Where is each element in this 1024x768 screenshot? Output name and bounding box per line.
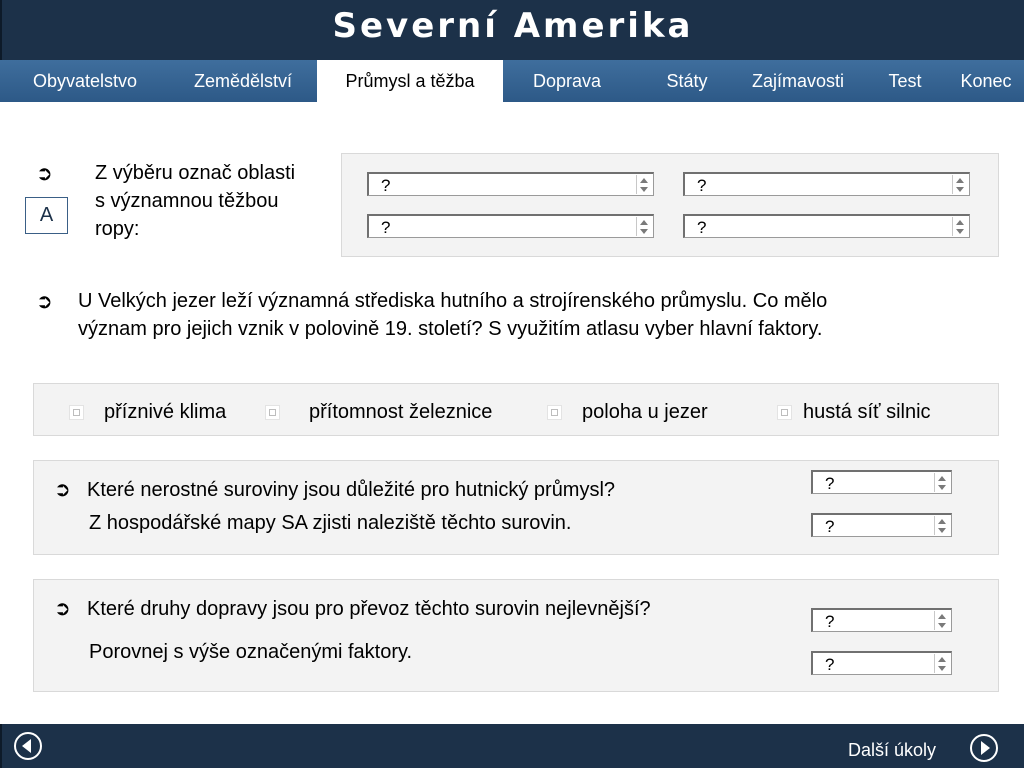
oil-region-select-2[interactable] — [683, 172, 970, 196]
spinner-arrows-icon[interactable] — [934, 516, 949, 535]
back-arrow-icon[interactable] — [14, 732, 42, 760]
select-value: ? — [825, 474, 835, 493]
spinner-arrows-icon[interactable] — [952, 175, 967, 194]
oil-region-select-3[interactable] — [367, 214, 654, 238]
task3-panel — [33, 460, 999, 555]
checkbox-poloha-u-jezer[interactable] — [547, 405, 562, 420]
transport-select-2[interactable] — [811, 651, 952, 675]
select-value: ? — [697, 218, 707, 237]
select-value: ? — [825, 517, 835, 536]
task2-line-1: U Velkých jezer leží významná střediska hutního a strojírenského průmyslu. Co mělo — [78, 290, 828, 312]
task3-question: Které nerostné suroviny jsou důležité pro hutnický průmysl? — [87, 479, 616, 501]
arrow-bullet-icon: ➲ — [54, 598, 71, 620]
tab-zemedelstvi[interactable]: Zemědělství — [193, 71, 293, 91]
task1-line-3: ropy: — [95, 218, 140, 240]
task3-hint: Z hospodářské mapy SA zjisti naleziště těchto surovin. — [89, 512, 572, 534]
spinner-arrows-icon[interactable] — [934, 654, 949, 673]
footer-bar — [0, 724, 1024, 768]
arrow-bullet-icon: ➲ — [54, 479, 71, 501]
checkbox-priznive-klima[interactable] — [69, 405, 84, 420]
option-label: hustá síť silnic — [803, 401, 931, 423]
option-label: příznivé klima — [104, 401, 227, 423]
select-value: ? — [381, 218, 391, 237]
select-value: ? — [381, 176, 391, 195]
task4-hint: Porovnej s výše označenými faktory. — [89, 641, 413, 663]
oil-region-select-1[interactable] — [367, 172, 654, 196]
checkbox-husta-sit-silnic[interactable] — [777, 405, 792, 420]
arrow-bullet-icon: ➲ — [36, 291, 53, 313]
task1-panel — [341, 153, 999, 257]
tab-zajimavosti[interactable]: Zajímavosti — [751, 71, 845, 91]
option-label: poloha u jezer — [582, 401, 708, 423]
task4-question: Které druhy dopravy jsou pro převoz těchto surovin nejlevnější? — [87, 598, 651, 620]
task4-panel — [33, 579, 999, 692]
select-value: ? — [697, 176, 707, 195]
spinner-arrows-icon[interactable] — [952, 217, 967, 236]
spinner-arrows-icon[interactable] — [636, 175, 651, 194]
tab-staty[interactable]: Státy — [666, 71, 708, 91]
spinner-arrows-icon[interactable] — [934, 473, 949, 492]
checkbox-pritomnost-zeleznice[interactable] — [265, 405, 280, 420]
forward-arrow-icon[interactable] — [970, 734, 998, 762]
spinner-arrows-icon[interactable] — [636, 217, 651, 236]
task1-line-2: s významnou těžbou — [95, 190, 279, 212]
task-badge: A — [25, 197, 68, 234]
main-nav — [0, 60, 1024, 102]
select-value: ? — [825, 655, 835, 674]
tab-konec[interactable]: Konec — [960, 71, 1012, 91]
mineral-select-1[interactable] — [811, 470, 952, 494]
option-label: přítomnost železnice — [309, 401, 493, 423]
tab-doprava[interactable]: Doprava — [532, 71, 602, 91]
oil-region-select-4[interactable] — [683, 214, 970, 238]
select-value: ? — [825, 612, 835, 631]
arrow-bullet-icon: ➲ — [36, 163, 53, 185]
mineral-select-2[interactable] — [811, 513, 952, 537]
transport-select-1[interactable] — [811, 608, 952, 632]
page-title: Severní Amerika — [332, 6, 694, 46]
spinner-arrows-icon[interactable] — [934, 611, 949, 630]
header-bar — [0, 0, 1024, 60]
factors-panel — [33, 383, 999, 436]
tab-obyvatelstvo[interactable]: Obyvatelstvo — [32, 71, 138, 91]
task1-line-1: Z výběru označ oblasti — [95, 162, 296, 184]
tab-prumysl-a-tezba[interactable]: Průmysl a těžba — [317, 60, 503, 102]
tab-test[interactable]: Test — [888, 71, 922, 91]
next-tasks-link[interactable]: Další úkoly — [847, 740, 936, 760]
task2-line-2: význam pro jejich vznik v polovině 19. století? S využitím atlasu vyber hlavní faktory. — [78, 318, 823, 340]
